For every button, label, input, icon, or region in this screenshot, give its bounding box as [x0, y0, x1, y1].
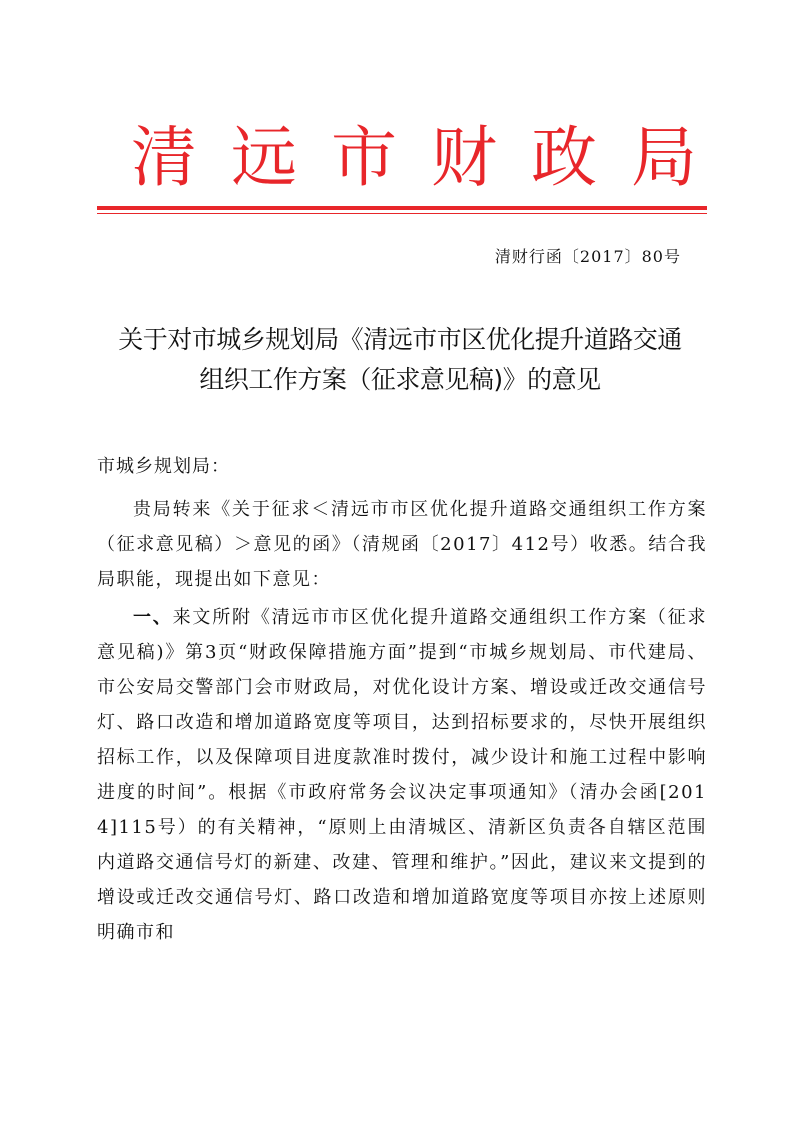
- salutation: 市城乡规划局：: [97, 456, 230, 477]
- document-title: [80, 320, 720, 400]
- letterhead-rule-thick: [97, 206, 707, 210]
- item-1-paragraph: [97, 600, 707, 950]
- document-title-line-1: 关于对市城乡规划局《清远市市区优化提升道路交通: [118, 325, 682, 354]
- letterhead-title: 清远市财政局: [131, 119, 731, 196]
- intro-paragraph: 贵局转来《关于征求＜清远市市区优化提升道路交通组织工作方案（征求意见稿）＞意见的函》（清规函〔2017〕412号）收悉。结合我局职能，现提出如下意见：: [97, 499, 707, 590]
- item-1-text: 来文所附《清远市市区优化提升道路交通组织工作方案（征求意见稿)》第3页“财政保障措施方面”提到“市城乡规划局、市代建局、市公安局交警部门会市财政局，对优化设计方案、增设或迁改交通信号灯、路口改造和增加道路宽度等项目，达到招标要求的，尽快开展组织招标工作，以及保障项目进度款准时拨付，减少设计和施工过程中影响进度的时间”。根据《市政府常务会议决定事项通知》（清办会函[2014]115号）的有关精神，“原则上由清城区、清新区负责各自辖区范围内道路交通信号灯的新建、改建、管理和维护。”因此，建议来文提到的增设或迁改交通信号灯、路口改造和增加道路宽度等项目亦按上述原则明确市和: [97, 607, 707, 943]
- letterhead-rule-thin: [97, 213, 707, 214]
- item-1-lead: 一、: [133, 607, 173, 628]
- document-number: 清财行函〔2017〕80号: [494, 247, 681, 266]
- document-title-line-2: 组织工作方案（征求意见稿)》的意见: [199, 365, 601, 394]
- document-body: [97, 492, 707, 950]
